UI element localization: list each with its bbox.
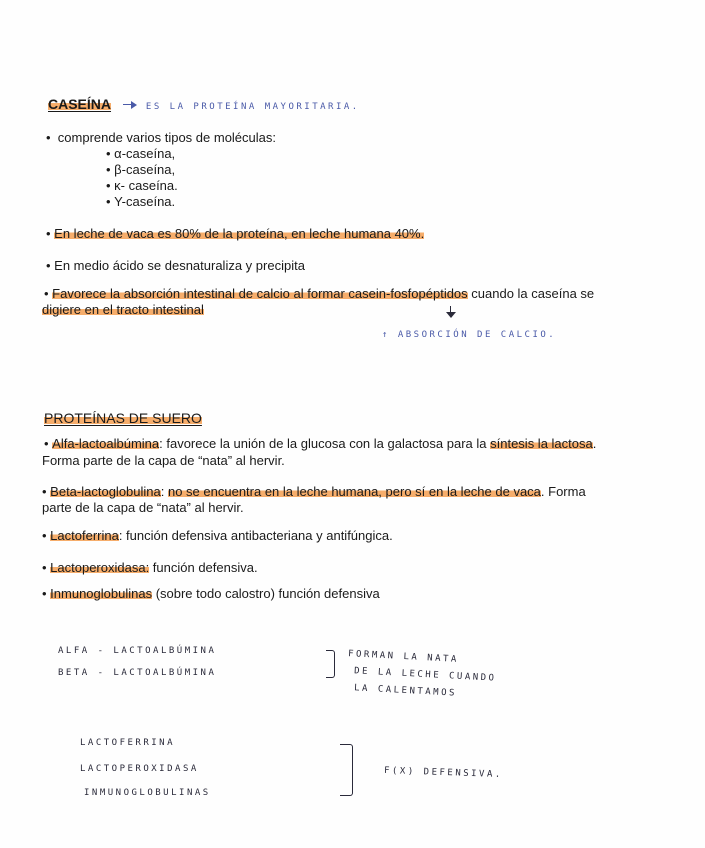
whey-item-5-text: (sobre todo calostro) función defensiva [152, 586, 380, 601]
bracket-group-1 [326, 650, 335, 678]
whey-item-4: • Lactoperoxidasa: función defensiva. [42, 560, 258, 575]
casein-point-3-line2 [42, 302, 204, 318]
casein-point-3-rest: cuando la caseína se [467, 286, 595, 301]
casein-type-label: κ- caseína. [114, 178, 178, 193]
casein-type-item: • α-caseína, [106, 146, 176, 161]
casein-point-3: • Favorece la absorción intestinal de calcio al formar casein-fosfopéptidos cuando la caseína se [44, 286, 595, 301]
casein-type-label: Υ-caseína. [114, 194, 176, 209]
handnote-nata-1: FORMAN LA NATA [347, 649, 460, 665]
whey-item-1: • Alfa-lactoalbúmina: favorece la unión de la glucosa con la galactosa para la síntesis la lactosa. [44, 436, 597, 451]
whey-item-1-line2-text: Forma parte de la capa de “nata” al hervir. [42, 453, 285, 468]
whey-item-2-end: . Forma [540, 484, 586, 499]
down-arrow-icon [446, 306, 456, 318]
handnote-nata-3: LA CALENTAMOS [353, 683, 458, 699]
casein-point-2: • En medio ácido se desnaturaliza y precipita [46, 258, 305, 273]
casein-intro-text: comprende varios tipos de moléculas: [57, 130, 277, 145]
casein-handnote: ES LA PROTEÍNA MAYORITARIA. [145, 102, 360, 112]
whey-heading-line [44, 410, 202, 428]
handnote-nata-2: DE LA LECHE CUANDO [353, 666, 497, 684]
handnote-inmunoglobulinas: INMUNOGLOBULINAS [84, 788, 211, 798]
casein-type-item: • Υ-caseína. [106, 194, 176, 209]
handnote-defensiva: F(X) DEFENSIVA. [383, 765, 503, 781]
whey-item-4-text: función defensiva. [149, 560, 258, 575]
casein-point-1-text: En leche de vaca es 80% de la proteína, en leche humana 40%. [54, 226, 425, 241]
whey-heading: PROTEÍNAS DE SUERO [44, 410, 202, 426]
casein-type-item: • κ- caseína. [106, 178, 178, 193]
whey-item-1-line2 [42, 453, 285, 469]
absorption-handnote-text: ABSORCIÓN DE CALCIO. [397, 330, 557, 340]
whey-item-1-end: . [592, 436, 597, 451]
casein-type-label: α-caseína, [114, 146, 176, 161]
handnote-lactoperoxidasa: LACTOPEROXIDASA [80, 764, 199, 774]
casein-type-label: β-caseína, [114, 162, 176, 177]
whey-item-2-highlight: no se encuentra en la leche humana, pero sí en la leche de vaca [167, 484, 541, 499]
whey-item-2-name: Beta-lactoglobulina [50, 484, 161, 499]
absorption-handnote [382, 330, 556, 340]
bullet-icon: • [46, 130, 58, 145]
casein-heading: CASEÍNA [48, 96, 112, 112]
up-arrow-icon: ↑ [382, 330, 390, 340]
bracket-group-2 [340, 744, 353, 796]
casein-intro [46, 130, 276, 146]
casein-type-item: • β-caseína, [106, 162, 176, 177]
casein-heading-line [48, 96, 360, 114]
whey-item-5-name: Inmunoglobulinas [50, 586, 153, 601]
casein-point-3-line2-text: digiere en el tracto intestinal [42, 302, 204, 317]
casein-point-3-highlight: Favorece la absorción intestinal de calcio al formar casein-fosfopéptidos [52, 286, 468, 301]
whey-item-3-text: : función defensiva antibacteriana y antifúngica. [118, 528, 393, 543]
casein-point-1: • En leche de vaca es 80% de la proteína, en leche humana 40%. [46, 226, 425, 241]
whey-item-4-name: Lactoperoxidasa: [50, 560, 150, 575]
casein-point-2-text: En medio ácido se desnaturaliza y precipita [54, 258, 305, 273]
whey-item-3-name: Lactoferrina [50, 528, 119, 543]
whey-item-1-highlight: síntesis la lactosa [490, 436, 593, 451]
whey-item-2-line2 [42, 500, 244, 516]
whey-item-1-text: : favorece la unión de la glucosa con la galactosa para la [159, 436, 491, 451]
whey-item-3: • Lactoferrina: función defensiva antibacteriana y antifúngica. [42, 528, 393, 543]
whey-item-2-sep: : [160, 484, 168, 499]
whey-item-5: • Inmunoglobulinas (sobre todo calostro) función defensiva [42, 586, 380, 601]
whey-item-2-line2-text: parte de la capa de “nata” al hervir. [42, 500, 244, 515]
handnote-lactoferrina: LACTOFERRINA [80, 738, 176, 748]
arrow-right-icon [123, 100, 137, 110]
handnote-alfa: ALFA - LACTOALBÚMINA [58, 646, 217, 656]
handnote-beta: BETA - LACTOALBÚMINA [58, 668, 217, 678]
whey-item-2: • Beta-lactoglobulina: no se encuentra en la leche humana, pero sí en la leche de vaca. Forma [42, 484, 586, 499]
whey-item-1-name: Alfa-lactoalbúmina [52, 436, 160, 451]
